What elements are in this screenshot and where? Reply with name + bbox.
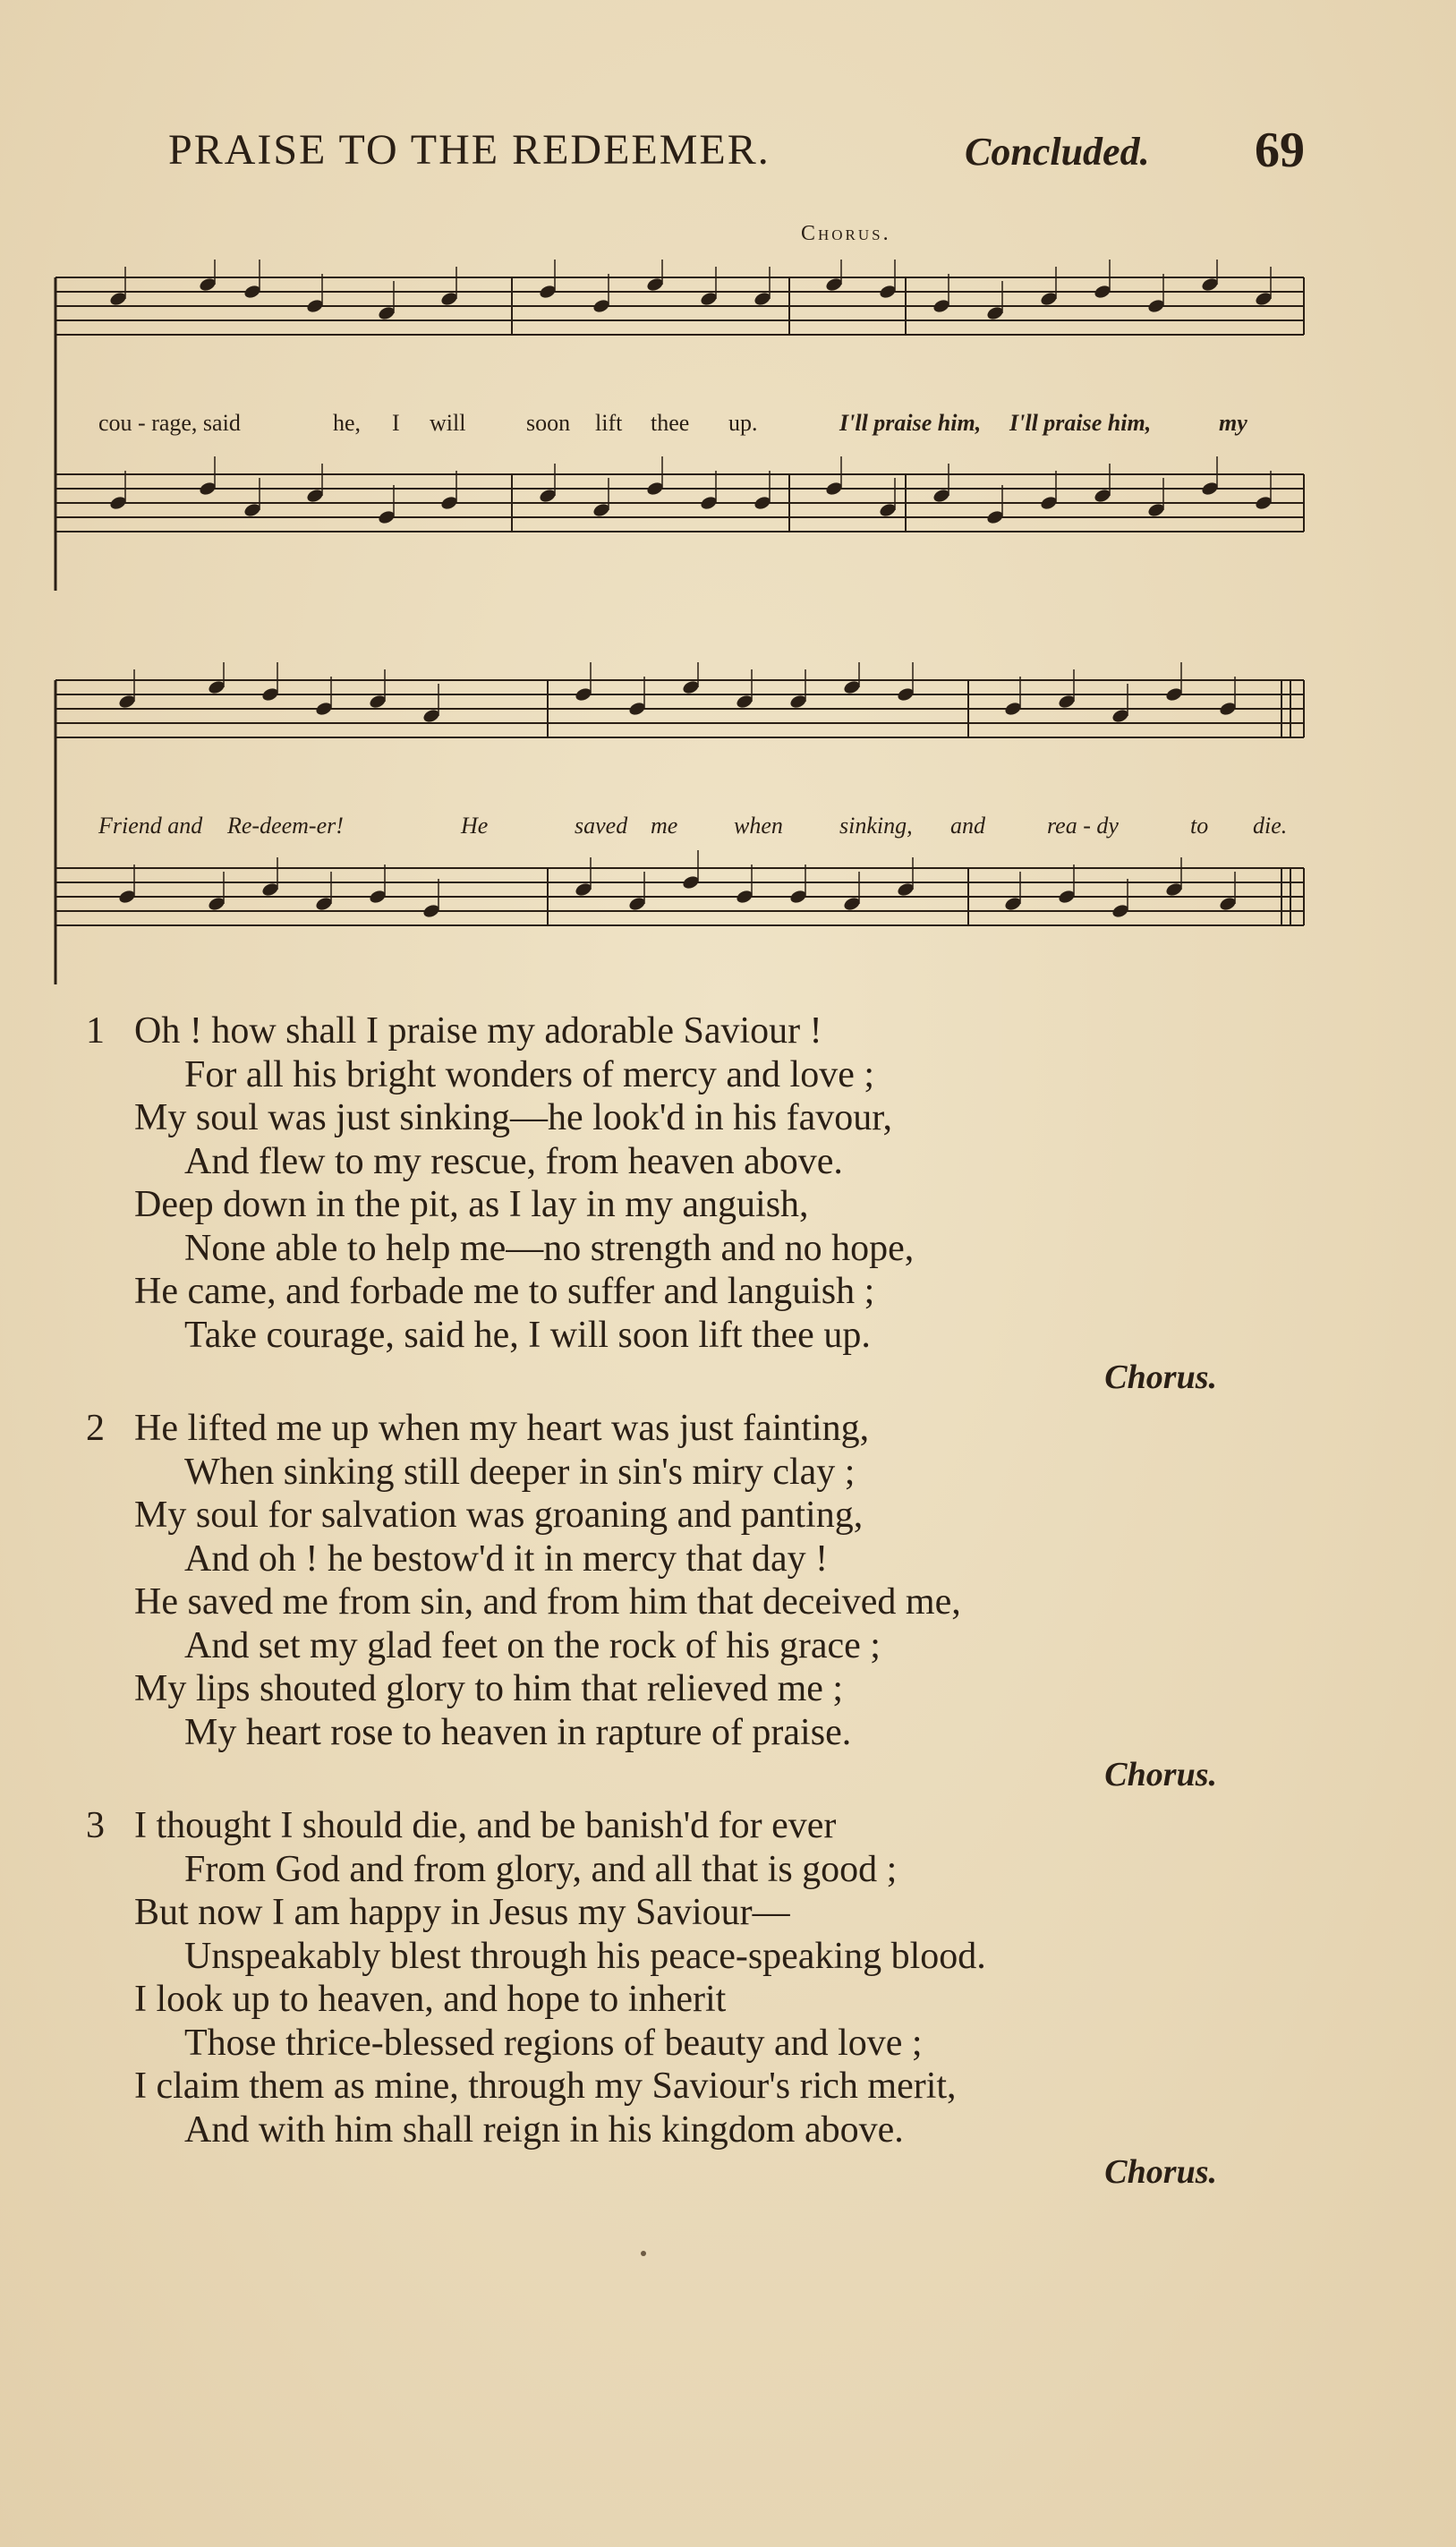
verse-line: My heart rose to heaven in rapture of praise.	[184, 1711, 852, 1753]
lyric-word: my	[1219, 410, 1247, 436]
staff-lower-2	[55, 850, 1304, 925]
verse-1	[86, 1009, 1285, 1398]
verse-3	[86, 1804, 1285, 2193]
verse-line: Unspeakably blest through his peace-speaking blood.	[184, 1935, 986, 1977]
lyric-word: cou - rage, said	[98, 410, 241, 436]
hymn-title: PRAISE TO THE REDEEMER.	[168, 126, 771, 174]
hymn-subtitle: Concluded.	[965, 130, 1150, 174]
page-speck	[641, 2251, 646, 2256]
staff-lower-1	[55, 456, 1304, 532]
verse-line: But now I am happy in Jesus my Saviour—	[134, 1892, 790, 1933]
verse-line: I claim them as mine, through my Saviour's rich merit,	[134, 2066, 957, 2107]
lyric-word: me	[651, 813, 678, 839]
verse-number: 3	[86, 1805, 105, 1846]
verse-line: He saved me from sin, and from him that deceived me,	[134, 1581, 961, 1623]
lyric-word: Friend and	[98, 813, 203, 839]
page-header	[168, 125, 1305, 179]
verse-line: He lifted me up when my heart was just fainting,	[134, 1408, 870, 1449]
staff-upper-1	[55, 260, 1304, 335]
lyric-word: He	[461, 813, 489, 839]
verse-line: Those thrice-blessed regions of beauty and love ;	[184, 2022, 923, 2064]
verse-line: Oh ! how shall I praise my adorable Saviour !	[134, 1010, 822, 1052]
lyric-word: I	[392, 410, 400, 436]
verse-line: Take courage, said he, I will soon lift thee up.	[184, 1314, 871, 1356]
lyric-word: he,	[333, 410, 362, 436]
chorus-label: Chorus.	[801, 222, 891, 245]
lyric-word: and	[950, 813, 985, 839]
lyric-word: lift	[595, 410, 623, 436]
verse-line: And set my glad feet on the rock of his grace ;	[184, 1624, 881, 1666]
lyric-word: I'll praise him,	[1009, 410, 1152, 436]
verse-line: When sinking still deeper in sin's miry clay ;	[184, 1451, 856, 1493]
verse-line: He came, and forbade me to suffer and languish ;	[134, 1271, 875, 1312]
verse-line: I thought I should die, and be banish'd for ever	[134, 1805, 837, 1846]
lyric-word: saved	[575, 813, 628, 839]
verse-line: And with him shall reign in his kingdom above.	[184, 2108, 904, 2151]
verse-2	[86, 1407, 1285, 1795]
page-number: 69	[1255, 123, 1305, 178]
lyric-word: I'll praise him,	[839, 410, 982, 436]
verse-line: And flew to my rescue, from heaven above.	[184, 1140, 843, 1182]
verse-line: From God and from glory, and all that is good ;	[184, 1848, 898, 1890]
verse-line: My soul was just sinking—he look'd in his favour,	[134, 1097, 893, 1138]
verse-line: I look up to heaven, and hope to inherit	[134, 1979, 727, 2020]
lyrics-row-2	[54, 813, 1307, 848]
lyrics-row-1	[54, 410, 1307, 446]
chorus-reference: Chorus.	[1104, 2153, 1217, 2191]
lyric-word: up.	[728, 410, 758, 436]
verse-line: For all his bright wonders of mercy and love ;	[184, 1053, 875, 1095]
chorus-reference: Chorus.	[1104, 1359, 1217, 1396]
lyric-word: rea - dy	[1047, 813, 1119, 839]
verse-line: Deep down in the pit, as I lay in my anguish,	[134, 1184, 809, 1225]
verse-line: My lips shouted glory to him that relieved me ;	[134, 1668, 844, 1709]
chorus-reference: Chorus.	[1104, 1756, 1217, 1793]
lyric-word: will	[430, 410, 466, 436]
lyric-word: Re-deem-er!	[227, 813, 344, 839]
lyric-word: when	[734, 813, 783, 839]
staff-upper-2	[55, 662, 1304, 737]
lyric-word: die.	[1253, 813, 1288, 839]
verse-number: 2	[86, 1408, 105, 1449]
verse-line: My soul for salvation was groaning and panting,	[134, 1495, 864, 1536]
verse-line: And oh ! he bestow'd it in mercy that day !	[184, 1538, 829, 1580]
verse-number: 1	[86, 1010, 105, 1052]
lyric-word: sinking,	[839, 813, 913, 839]
lyric-word: soon	[526, 410, 571, 436]
lyric-word: to	[1190, 813, 1209, 839]
verse-line: None able to help me—no strength and no hope,	[184, 1227, 915, 1269]
lyric-word: thee	[651, 410, 690, 436]
hymn-verses	[86, 1009, 1285, 2202]
